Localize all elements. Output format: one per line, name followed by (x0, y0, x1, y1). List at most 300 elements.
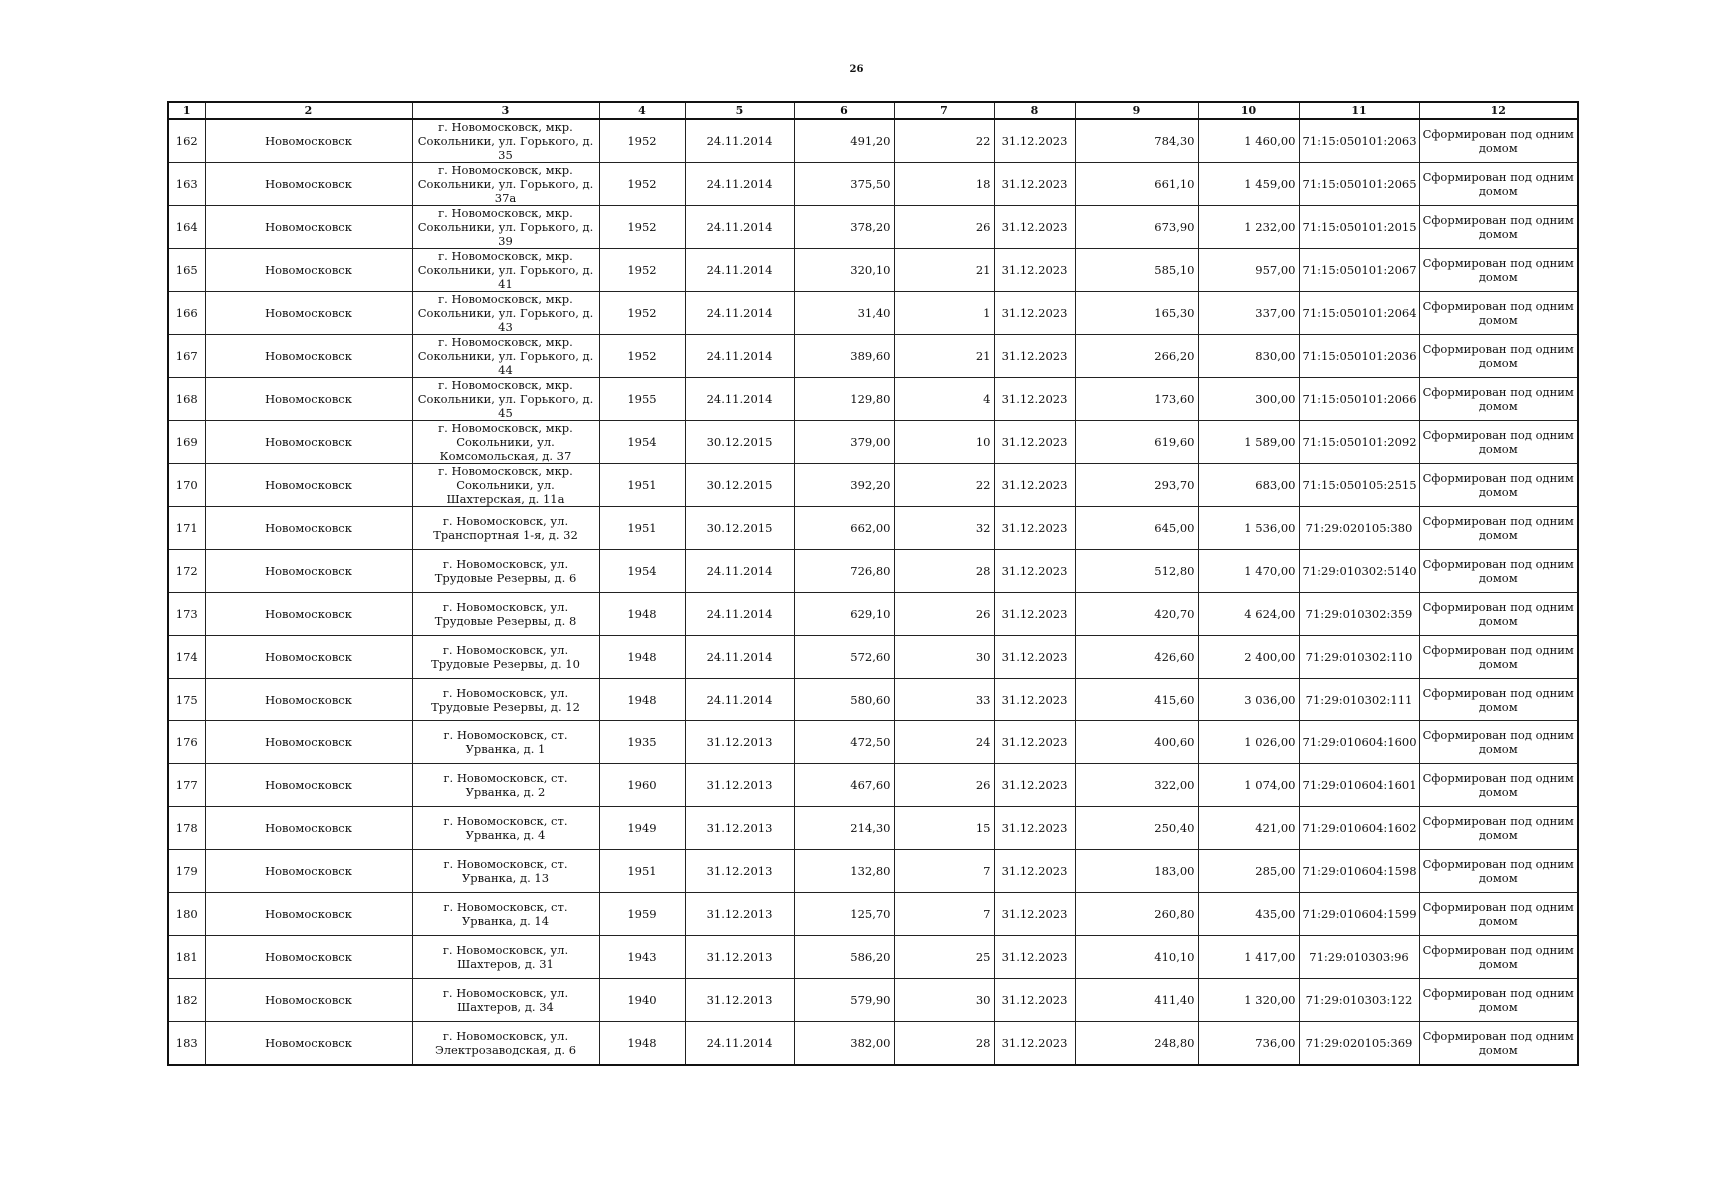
year-built-cell: 1952 (599, 335, 685, 378)
year-built-cell: 1955 (599, 378, 685, 421)
recognition-date-cell: 24.11.2014 (685, 335, 794, 378)
value-10-cell: 1 459,00 (1198, 163, 1299, 206)
row-number-cell: 172 (168, 549, 205, 592)
address-cell: г. Новомосковск, мкр. Сокольники, ул. Горького, д. 37а (412, 163, 599, 206)
status-cell: Сформирован под одним домом (1419, 850, 1578, 893)
cadastral-number-cell: 71:29:010604:1598 (1299, 850, 1419, 893)
status-cell: Сформирован под одним домом (1419, 292, 1578, 335)
recognition-date-cell: 31.12.2013 (685, 807, 794, 850)
table-row (168, 978, 1578, 1021)
area-cell: 726,80 (794, 549, 894, 592)
cadastral-number-cell: 71:29:020105:380 (1299, 507, 1419, 550)
row-number-cell: 179 (168, 850, 205, 893)
column-header-4: 4 (599, 102, 685, 119)
year-built-cell: 1935 (599, 721, 685, 764)
resettlement-date-cell: 31.12.2023 (994, 549, 1075, 592)
row-number-cell: 177 (168, 764, 205, 807)
status-cell: Сформирован под одним домом (1419, 893, 1578, 936)
status-cell: Сформирован под одним домом (1419, 592, 1578, 635)
recognition-date-cell: 31.12.2013 (685, 978, 794, 1021)
column-header-2: 2 (205, 102, 412, 119)
year-built-cell: 1948 (599, 1021, 685, 1064)
address-cell: г. Новомосковск, ул. Шахтеров, д. 34 (412, 978, 599, 1021)
value-9-cell: 420,70 (1075, 592, 1198, 635)
table-row (168, 764, 1578, 807)
area-cell: 214,30 (794, 807, 894, 850)
table-row (168, 678, 1578, 721)
table-row (168, 163, 1578, 206)
area-cell: 662,00 (794, 507, 894, 550)
year-built-cell: 1952 (599, 292, 685, 335)
year-built-cell: 1954 (599, 421, 685, 464)
status-cell: Сформирован под одним домом (1419, 764, 1578, 807)
address-cell: г. Новомосковск, мкр. Сокольники, ул. Горького, д. 41 (412, 249, 599, 292)
column-header-7: 7 (894, 102, 994, 119)
area-cell: 491,20 (794, 119, 894, 163)
resettlement-date-cell: 31.12.2023 (994, 119, 1075, 163)
cadastral-number-cell: 71:15:050101:2064 (1299, 292, 1419, 335)
address-cell: г. Новомосковск, ст. Урванка, д. 1 (412, 721, 599, 764)
table-row (168, 378, 1578, 421)
residents-cell: 1 (894, 292, 994, 335)
row-number-cell: 170 (168, 464, 205, 507)
resettlement-date-cell: 31.12.2023 (994, 893, 1075, 936)
city-cell: Новомосковск (205, 850, 412, 893)
value-9-cell: 426,60 (1075, 635, 1198, 678)
value-9-cell: 165,30 (1075, 292, 1198, 335)
table-body (168, 119, 1578, 1065)
column-header-6: 6 (794, 102, 894, 119)
residents-cell: 28 (894, 549, 994, 592)
resettlement-date-cell: 31.12.2023 (994, 635, 1075, 678)
value-9-cell: 585,10 (1075, 249, 1198, 292)
status-cell: Сформирован под одним домом (1419, 421, 1578, 464)
address-cell: г. Новомосковск, мкр. Сокольники, ул. Комсомольская, д. 37 (412, 421, 599, 464)
resettlement-date-cell: 31.12.2023 (994, 978, 1075, 1021)
area-cell: 629,10 (794, 592, 894, 635)
value-10-cell: 1 232,00 (1198, 206, 1299, 249)
cadastral-number-cell: 71:29:010303:96 (1299, 935, 1419, 978)
city-cell: Новомосковск (205, 807, 412, 850)
city-cell: Новомосковск (205, 378, 412, 421)
value-10-cell: 285,00 (1198, 850, 1299, 893)
column-header-1: 1 (168, 102, 205, 119)
address-cell: г. Новомосковск, ул. Трудовые Резервы, д. 10 (412, 635, 599, 678)
value-9-cell: 400,60 (1075, 721, 1198, 764)
area-cell: 572,60 (794, 635, 894, 678)
resettlement-date-cell: 31.12.2023 (994, 163, 1075, 206)
address-cell: г. Новомосковск, мкр. Сокольники, ул. Горького, д. 39 (412, 206, 599, 249)
row-number-cell: 173 (168, 592, 205, 635)
address-cell: г. Новомосковск, ул. Трудовые Резервы, д. 8 (412, 592, 599, 635)
resettlement-date-cell: 31.12.2023 (994, 592, 1075, 635)
address-cell: г. Новомосковск, ст. Урванка, д. 4 (412, 807, 599, 850)
value-10-cell: 1 460,00 (1198, 119, 1299, 163)
value-9-cell: 661,10 (1075, 163, 1198, 206)
city-cell: Новомосковск (205, 721, 412, 764)
city-cell: Новомосковск (205, 507, 412, 550)
year-built-cell: 1948 (599, 592, 685, 635)
residents-cell: 10 (894, 421, 994, 464)
recognition-date-cell: 30.12.2015 (685, 421, 794, 464)
table-row (168, 464, 1578, 507)
value-10-cell: 683,00 (1198, 464, 1299, 507)
city-cell: Новомосковск (205, 335, 412, 378)
housing-registry-table (167, 101, 1579, 1066)
value-10-cell: 337,00 (1198, 292, 1299, 335)
value-9-cell: 248,80 (1075, 1021, 1198, 1064)
year-built-cell: 1949 (599, 807, 685, 850)
year-built-cell: 1943 (599, 935, 685, 978)
year-built-cell: 1951 (599, 464, 685, 507)
cadastral-number-cell: 71:15:050101:2067 (1299, 249, 1419, 292)
resettlement-date-cell: 31.12.2023 (994, 764, 1075, 807)
value-9-cell: 260,80 (1075, 893, 1198, 936)
year-built-cell: 1952 (599, 206, 685, 249)
status-cell: Сформирован под одним домом (1419, 549, 1578, 592)
table-row (168, 893, 1578, 936)
address-cell: г. Новомосковск, мкр. Сокольники, ул. Шахтерская, д. 11а (412, 464, 599, 507)
recognition-date-cell: 24.11.2014 (685, 678, 794, 721)
table-row (168, 721, 1578, 764)
value-9-cell: 410,10 (1075, 935, 1198, 978)
status-cell: Сформирован под одним домом (1419, 249, 1578, 292)
recognition-date-cell: 31.12.2013 (685, 721, 794, 764)
city-cell: Новомосковск (205, 592, 412, 635)
resettlement-date-cell: 31.12.2023 (994, 1021, 1075, 1064)
address-cell: г. Новомосковск, мкр. Сокольники, ул. Горького, д. 44 (412, 335, 599, 378)
value-10-cell: 1 320,00 (1198, 978, 1299, 1021)
table-row (168, 549, 1578, 592)
recognition-date-cell: 24.11.2014 (685, 206, 794, 249)
address-cell: г. Новомосковск, ст. Урванка, д. 13 (412, 850, 599, 893)
residents-cell: 21 (894, 249, 994, 292)
area-cell: 132,80 (794, 850, 894, 893)
row-number-cell: 165 (168, 249, 205, 292)
cadastral-number-cell: 71:15:050101:2092 (1299, 421, 1419, 464)
value-10-cell: 1 536,00 (1198, 507, 1299, 550)
row-number-cell: 168 (168, 378, 205, 421)
row-number-cell: 183 (168, 1021, 205, 1064)
recognition-date-cell: 24.11.2014 (685, 635, 794, 678)
city-cell: Новомосковск (205, 978, 412, 1021)
residents-cell: 26 (894, 592, 994, 635)
resettlement-date-cell: 31.12.2023 (994, 249, 1075, 292)
city-cell: Новомосковск (205, 421, 412, 464)
table-row (168, 850, 1578, 893)
value-9-cell: 250,40 (1075, 807, 1198, 850)
value-10-cell: 3 036,00 (1198, 678, 1299, 721)
table-row (168, 335, 1578, 378)
row-number-cell: 167 (168, 335, 205, 378)
recognition-date-cell: 24.11.2014 (685, 549, 794, 592)
recognition-date-cell: 24.11.2014 (685, 1021, 794, 1064)
area-cell: 392,20 (794, 464, 894, 507)
table-row (168, 592, 1578, 635)
recognition-date-cell: 30.12.2015 (685, 507, 794, 550)
value-10-cell: 1 026,00 (1198, 721, 1299, 764)
recognition-date-cell: 24.11.2014 (685, 249, 794, 292)
address-cell: г. Новомосковск, ул. Электрозаводская, д. 6 (412, 1021, 599, 1064)
residents-cell: 30 (894, 635, 994, 678)
address-cell: г. Новомосковск, ул. Трудовые Резервы, д. 6 (412, 549, 599, 592)
value-10-cell: 1 589,00 (1198, 421, 1299, 464)
year-built-cell: 1948 (599, 678, 685, 721)
address-cell: г. Новомосковск, мкр. Сокольники, ул. Горького, д. 45 (412, 378, 599, 421)
city-cell: Новомосковск (205, 935, 412, 978)
status-cell: Сформирован под одним домом (1419, 378, 1578, 421)
table-row (168, 421, 1578, 464)
cadastral-number-cell: 71:29:010302:111 (1299, 678, 1419, 721)
area-cell: 375,50 (794, 163, 894, 206)
row-number-cell: 176 (168, 721, 205, 764)
column-header-5: 5 (685, 102, 794, 119)
recognition-date-cell: 31.12.2013 (685, 893, 794, 936)
cadastral-number-cell: 71:29:010303:122 (1299, 978, 1419, 1021)
recognition-date-cell: 31.12.2013 (685, 850, 794, 893)
resettlement-date-cell: 31.12.2023 (994, 335, 1075, 378)
address-cell: г. Новомосковск, мкр. Сокольники, ул. Горького, д. 43 (412, 292, 599, 335)
city-cell: Новомосковск (205, 549, 412, 592)
row-number-cell: 163 (168, 163, 205, 206)
value-10-cell: 2 400,00 (1198, 635, 1299, 678)
value-10-cell: 1 470,00 (1198, 549, 1299, 592)
recognition-date-cell: 24.11.2014 (685, 292, 794, 335)
row-number-cell: 181 (168, 935, 205, 978)
resettlement-date-cell: 31.12.2023 (994, 807, 1075, 850)
column-header-11: 11 (1299, 102, 1419, 119)
cadastral-number-cell: 71:15:050101:2036 (1299, 335, 1419, 378)
value-9-cell: 183,00 (1075, 850, 1198, 893)
address-cell: г. Новомосковск, ул. Шахтеров, д. 31 (412, 935, 599, 978)
area-cell: 472,50 (794, 721, 894, 764)
year-built-cell: 1948 (599, 635, 685, 678)
area-cell: 580,60 (794, 678, 894, 721)
year-built-cell: 1951 (599, 850, 685, 893)
area-cell: 389,60 (794, 335, 894, 378)
recognition-date-cell: 24.11.2014 (685, 378, 794, 421)
year-built-cell: 1940 (599, 978, 685, 1021)
row-number-cell: 182 (168, 978, 205, 1021)
column-header-8: 8 (994, 102, 1075, 119)
value-9-cell: 512,80 (1075, 549, 1198, 592)
value-10-cell: 830,00 (1198, 335, 1299, 378)
year-built-cell: 1951 (599, 507, 685, 550)
column-header-10: 10 (1198, 102, 1299, 119)
table-row (168, 807, 1578, 850)
table-row (168, 292, 1578, 335)
row-number-cell: 175 (168, 678, 205, 721)
cadastral-number-cell: 71:15:050101:2065 (1299, 163, 1419, 206)
value-9-cell: 415,60 (1075, 678, 1198, 721)
table-row (168, 249, 1578, 292)
year-built-cell: 1952 (599, 119, 685, 163)
status-cell: Сформирован под одним домом (1419, 678, 1578, 721)
year-built-cell: 1959 (599, 893, 685, 936)
city-cell: Новомосковск (205, 893, 412, 936)
page-number: 26 (849, 64, 864, 75)
resettlement-date-cell: 31.12.2023 (994, 935, 1075, 978)
cadastral-number-cell: 71:29:010604:1601 (1299, 764, 1419, 807)
area-cell: 579,90 (794, 978, 894, 1021)
recognition-date-cell: 24.11.2014 (685, 592, 794, 635)
cadastral-number-cell: 71:29:010604:1600 (1299, 721, 1419, 764)
status-cell: Сформирован под одним домом (1419, 721, 1578, 764)
area-cell: 586,20 (794, 935, 894, 978)
year-built-cell: 1960 (599, 764, 685, 807)
residents-cell: 7 (894, 893, 994, 936)
resettlement-date-cell: 31.12.2023 (994, 378, 1075, 421)
recognition-date-cell: 31.12.2013 (685, 935, 794, 978)
value-10-cell: 421,00 (1198, 807, 1299, 850)
resettlement-date-cell: 31.12.2023 (994, 421, 1075, 464)
table-row (168, 635, 1578, 678)
table-row (168, 935, 1578, 978)
value-10-cell: 4 624,00 (1198, 592, 1299, 635)
status-cell: Сформирован под одним домом (1419, 1021, 1578, 1064)
resettlement-date-cell: 31.12.2023 (994, 507, 1075, 550)
area-cell: 379,00 (794, 421, 894, 464)
residents-cell: 26 (894, 764, 994, 807)
table-row (168, 507, 1578, 550)
residents-cell: 30 (894, 978, 994, 1021)
resettlement-date-cell: 31.12.2023 (994, 678, 1075, 721)
status-cell: Сформирован под одним домом (1419, 935, 1578, 978)
value-10-cell: 957,00 (1198, 249, 1299, 292)
residents-cell: 4 (894, 378, 994, 421)
resettlement-date-cell: 31.12.2023 (994, 721, 1075, 764)
table-row (168, 206, 1578, 249)
city-cell: Новомосковск (205, 678, 412, 721)
area-cell: 378,20 (794, 206, 894, 249)
row-number-cell: 169 (168, 421, 205, 464)
cadastral-number-cell: 71:29:010604:1599 (1299, 893, 1419, 936)
area-cell: 320,10 (794, 249, 894, 292)
residents-cell: 24 (894, 721, 994, 764)
area-cell: 129,80 (794, 378, 894, 421)
residents-cell: 28 (894, 1021, 994, 1064)
resettlement-date-cell: 31.12.2023 (994, 292, 1075, 335)
cadastral-number-cell: 71:29:010302:110 (1299, 635, 1419, 678)
row-number-cell: 178 (168, 807, 205, 850)
cadastral-number-cell: 71:15:050101:2063 (1299, 119, 1419, 163)
address-cell: г. Новомосковск, ул. Трудовые Резервы, д. 12 (412, 678, 599, 721)
area-cell: 382,00 (794, 1021, 894, 1064)
recognition-date-cell: 30.12.2015 (685, 464, 794, 507)
resettlement-date-cell: 31.12.2023 (994, 206, 1075, 249)
row-number-cell: 174 (168, 635, 205, 678)
cadastral-number-cell: 71:15:050105:2515 (1299, 464, 1419, 507)
status-cell: Сформирован под одним домом (1419, 978, 1578, 1021)
status-cell: Сформирован под одним домом (1419, 807, 1578, 850)
cadastral-number-cell: 71:29:010302:5140 (1299, 549, 1419, 592)
city-cell: Новомосковск (205, 464, 412, 507)
cadastral-number-cell: 71:29:010604:1602 (1299, 807, 1419, 850)
city-cell: Новомосковск (205, 206, 412, 249)
cadastral-number-cell: 71:29:010302:359 (1299, 592, 1419, 635)
value-9-cell: 411,40 (1075, 978, 1198, 1021)
value-10-cell: 1 074,00 (1198, 764, 1299, 807)
cadastral-number-cell: 71:15:050101:2066 (1299, 378, 1419, 421)
value-9-cell: 673,90 (1075, 206, 1198, 249)
status-cell: Сформирован под одним домом (1419, 335, 1578, 378)
value-9-cell: 645,00 (1075, 507, 1198, 550)
value-10-cell: 736,00 (1198, 1021, 1299, 1064)
residents-cell: 21 (894, 335, 994, 378)
value-9-cell: 293,70 (1075, 464, 1198, 507)
cadastral-number-cell: 71:15:050101:2015 (1299, 206, 1419, 249)
column-header-12: 12 (1419, 102, 1578, 119)
city-cell: Новомосковск (205, 635, 412, 678)
address-cell: г. Новомосковск, ул. Транспортная 1-я, д. 32 (412, 507, 599, 550)
value-10-cell: 300,00 (1198, 378, 1299, 421)
row-number-cell: 162 (168, 119, 205, 163)
recognition-date-cell: 24.11.2014 (685, 163, 794, 206)
resettlement-date-cell: 31.12.2023 (994, 464, 1075, 507)
status-cell: Сформирован под одним домом (1419, 206, 1578, 249)
column-header-3: 3 (412, 102, 599, 119)
residents-cell: 22 (894, 464, 994, 507)
value-9-cell: 173,60 (1075, 378, 1198, 421)
status-cell: Сформирован под одним домом (1419, 507, 1578, 550)
row-number-cell: 164 (168, 206, 205, 249)
value-9-cell: 784,30 (1075, 119, 1198, 163)
year-built-cell: 1954 (599, 549, 685, 592)
year-built-cell: 1952 (599, 163, 685, 206)
address-cell: г. Новомосковск, ст. Урванка, д. 2 (412, 764, 599, 807)
city-cell: Новомосковск (205, 292, 412, 335)
city-cell: Новомосковск (205, 764, 412, 807)
residents-cell: 26 (894, 206, 994, 249)
resettlement-date-cell: 31.12.2023 (994, 850, 1075, 893)
area-cell: 467,60 (794, 764, 894, 807)
value-9-cell: 322,00 (1075, 764, 1198, 807)
value-9-cell: 619,60 (1075, 421, 1198, 464)
residents-cell: 25 (894, 935, 994, 978)
value-9-cell: 266,20 (1075, 335, 1198, 378)
column-header-9: 9 (1075, 102, 1198, 119)
status-cell: Сформирован под одним домом (1419, 635, 1578, 678)
area-cell: 125,70 (794, 893, 894, 936)
residents-cell: 18 (894, 163, 994, 206)
residents-cell: 32 (894, 507, 994, 550)
value-10-cell: 435,00 (1198, 893, 1299, 936)
status-cell: Сформирован под одним домом (1419, 163, 1578, 206)
table-row (168, 1021, 1578, 1064)
row-number-cell: 166 (168, 292, 205, 335)
cadastral-number-cell: 71:29:020105:369 (1299, 1021, 1419, 1064)
year-built-cell: 1952 (599, 249, 685, 292)
column-number-row (168, 102, 1578, 119)
residents-cell: 7 (894, 850, 994, 893)
row-number-cell: 171 (168, 507, 205, 550)
city-cell: Новомосковск (205, 1021, 412, 1064)
address-cell: г. Новомосковск, мкр. Сокольники, ул. Горького, д. 35 (412, 119, 599, 163)
status-cell: Сформирован под одним домом (1419, 119, 1578, 163)
status-cell: Сформирован под одним домом (1419, 464, 1578, 507)
city-cell: Новомосковск (205, 119, 412, 163)
row-number-cell: 180 (168, 893, 205, 936)
table-row (168, 119, 1578, 163)
value-10-cell: 1 417,00 (1198, 935, 1299, 978)
residents-cell: 22 (894, 119, 994, 163)
area-cell: 31,40 (794, 292, 894, 335)
residents-cell: 33 (894, 678, 994, 721)
city-cell: Новомосковск (205, 163, 412, 206)
recognition-date-cell: 31.12.2013 (685, 764, 794, 807)
address-cell: г. Новомосковск, ст. Урванка, д. 14 (412, 893, 599, 936)
city-cell: Новомосковск (205, 249, 412, 292)
